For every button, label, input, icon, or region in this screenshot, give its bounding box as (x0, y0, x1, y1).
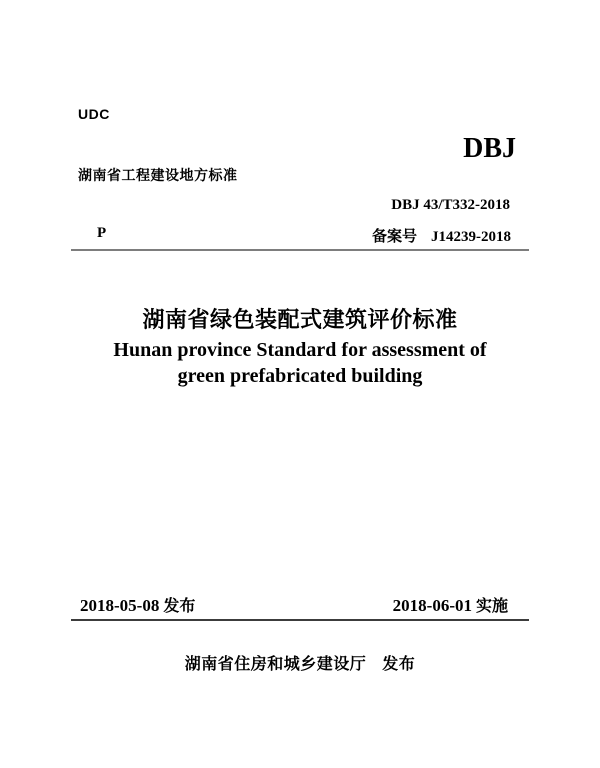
title-english-line2: green prefabricated building (177, 365, 423, 387)
title-english (0, 337, 600, 389)
implement-label: 实施 (475, 598, 508, 615)
publisher-action: 发布 (382, 656, 416, 673)
issue-label: 发布 (163, 598, 196, 615)
standard-category: 湖南省工程建设地方标准 (78, 167, 238, 183)
publisher-name: 湖南省住房和城乡建设厅 (184, 656, 367, 673)
standard-number: DBJ 43/T332-2018 (391, 197, 510, 213)
title-english-line1: Hunan province Standard for assessment of (113, 339, 487, 361)
bottom-rule (71, 619, 529, 621)
issue-date: 2018-05-08 (80, 596, 160, 615)
issue-date-row (80, 593, 195, 616)
implement-date-row (393, 593, 508, 616)
publisher-row (0, 651, 600, 674)
udc-label: UDC (78, 106, 110, 122)
record-number-row (372, 225, 511, 246)
top-rule (71, 249, 529, 251)
implement-date: 2018-06-01 (392, 596, 472, 615)
classification-p-label: P (97, 225, 107, 241)
title-chinese: 湖南省绿色装配式建筑评价标准 (142, 307, 458, 332)
dbj-mark: DBJ (463, 133, 516, 164)
record-label: 备案号 (371, 228, 417, 245)
record-number: J14239-2018 (431, 229, 511, 245)
